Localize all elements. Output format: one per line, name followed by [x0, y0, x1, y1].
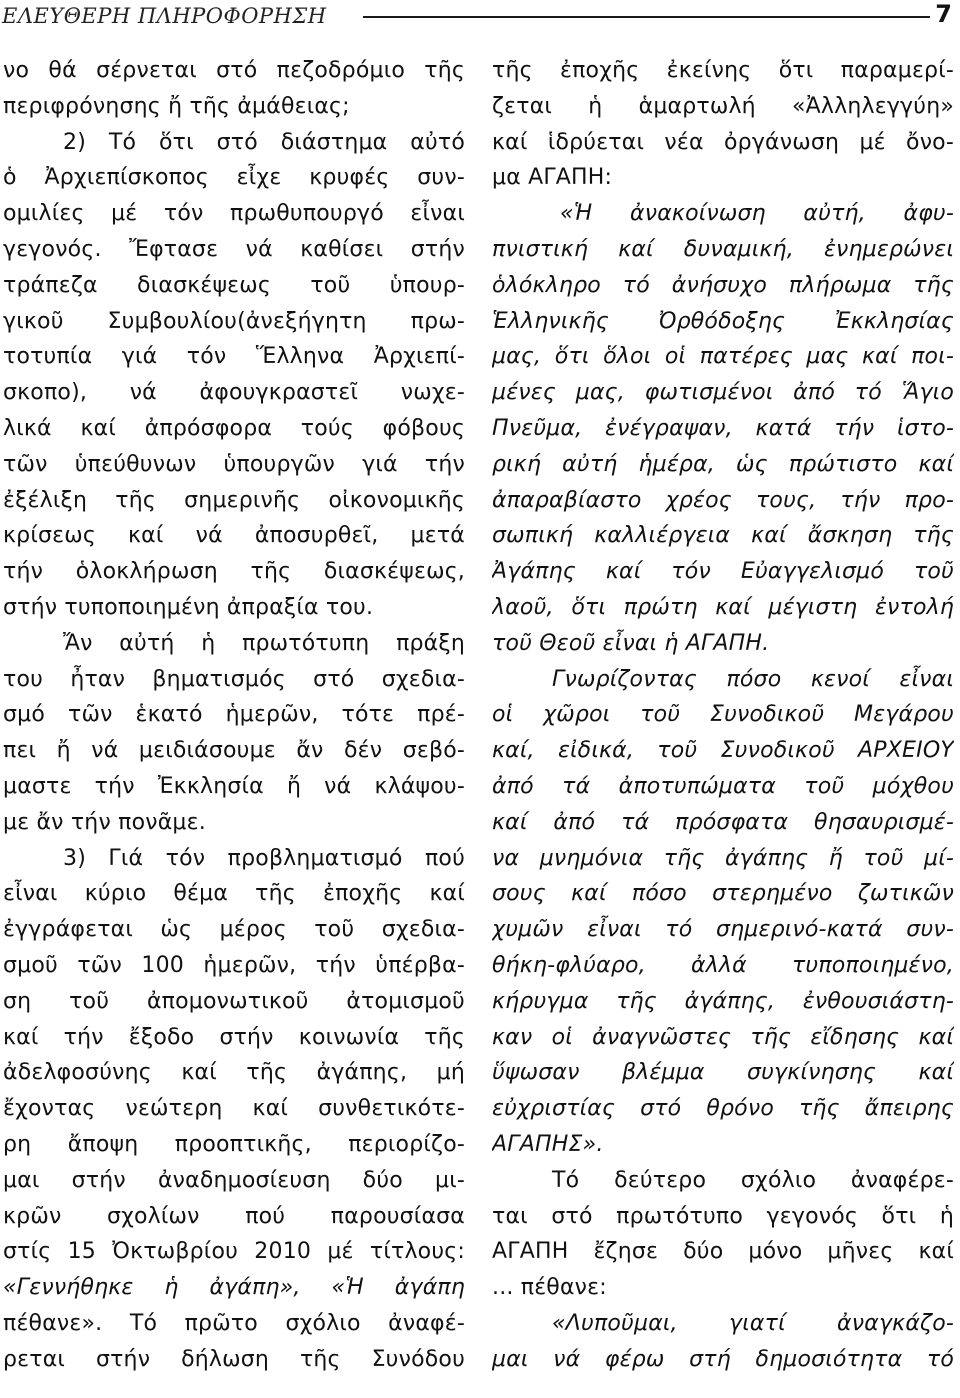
text-line: σωπική καλλιέργεια καί ἄσκηση τῆς — [492, 523, 954, 549]
text-line: κρίσεως καί νά ἀποσυρθεῖ, μετά — [3, 523, 465, 549]
text-line: τῶν ὑπεύθυνων ὑπουργῶν γιά τήν — [3, 451, 465, 477]
text-line: Ἄν αὐτή ἡ πρωτότυπη πράξη — [63, 630, 465, 656]
text-line: του ἦταν βηματισμός στό σχεδια- — [3, 666, 465, 692]
text-line: «Λυποῦμαι, γιατί ἀναγκάζο- — [552, 1310, 954, 1336]
text-line: μας, ὅτι ὅλοι οἱ πατέρες μας καί ποι- — [492, 344, 954, 370]
text-line: 2) Τό ὅτι στό διάστημα αὐτό — [63, 129, 465, 155]
running-head-title: ΕΛΕΥΘΕΡΗ ΠΛΗΡΟΦΟΡΗΣΗ — [2, 4, 327, 28]
text-line: ἐγγράφεται ὡς μέρος τοῦ σχεδια- — [3, 917, 465, 943]
text-line: εἶναι κύριο θέμα τῆς ἐποχῆς καί — [3, 881, 465, 907]
text-line: σμό τῶν ἑκατό ἡμερῶν, τότε πρέ- — [3, 702, 465, 728]
text-line: ΑΓΑΠΗΣ». — [492, 1131, 604, 1157]
text-line: ὕψωσαν βλέμμα συγκίνησης καί — [492, 1060, 954, 1086]
text-line: ἀδελφοσύνης καί τῆς ἀγάπης, μή — [3, 1060, 465, 1086]
text-line: τῆς ἐποχῆς ἐκείνης ὅτι παραμερί- — [492, 58, 954, 83]
text-line: Ἑλληνικῆς Ὀρθόδοξης Ἐκκλησίας — [492, 308, 954, 334]
page-header — [0, 0, 960, 40]
text-line: ρική αὐτή ἡμέρα, ὡς πρώτιστο καί — [492, 451, 954, 477]
left-column — [3, 53, 465, 1377]
text-line: κήρυγμα τῆς ἀγάπης, ἐνθουσιάστη- — [492, 988, 954, 1014]
text-line: εὐχριστίας στό θρόνο τῆς ἄπειρης — [492, 1096, 954, 1122]
text-line: θήκη-φλύαρο, ἀλλά τυποποιημένο, — [492, 952, 954, 978]
header-rule — [363, 16, 930, 18]
text-line: ... πέθανε: — [492, 1275, 607, 1301]
text-line: καί ἱδρύεται νέα ὀργάνωση μέ ὄνο- — [492, 129, 954, 155]
text-line: Τό δεύτερο σχόλιο ἀναφέρε- — [552, 1167, 954, 1193]
text-line: ται στό πρωτότυπο γεγονός ὅτι ἡ — [492, 1203, 954, 1229]
text-line: ἀπαραβίαστο χρέος τους, τήν προ- — [492, 487, 954, 513]
right-column — [492, 53, 954, 1377]
text-line: Ἀγάπης καί τόν Εὐαγγελισμό τοῦ — [492, 559, 954, 585]
text-line: ρεται στήν δήλωση τῆς Συνόδου — [3, 1346, 465, 1372]
text-line: στίς 15 Ὀκτωβρίου 2010 μέ τίτλους: — [3, 1239, 465, 1265]
text-line: τοῦ Θεοῦ εἶναι ἡ ΑΓΑΠΗ. — [492, 630, 770, 656]
text-line: τράπεζα διασκέψεως τοῦ ὑπουρ- — [3, 272, 465, 298]
text-line: ἀπό τά ἀποτυπώματα τοῦ μόχθου — [492, 773, 954, 799]
text-line: ὁλόκληρο τό ἀνήσυχο πλήρωμα τῆς — [492, 272, 954, 298]
text-line: καί ἀπό τά πρόσφατα θησαυρισμέ- — [492, 809, 954, 835]
text-line: σκοπο), νά ἀφουγκραστεῖ νωχε- — [3, 380, 465, 406]
text-line: περιφρόνησης ἤ τῆς ἀμάθειας; — [3, 93, 350, 119]
text-line: μαι στήν ἀναδημοσίευση δύο μι- — [3, 1167, 465, 1193]
text-line: μα ΑΓΑΠΗ: — [492, 165, 613, 191]
text-line: ἔχοντας νεώτερη καί συνθετικότε- — [3, 1096, 465, 1122]
text-line: ΑΓΑΠΗ ἔζησε δύο μόνο μῆνες καί — [492, 1239, 954, 1265]
text-line: χυμῶν εἶναι τό σημερινό-κατά συν- — [492, 917, 954, 943]
text-line: τήν ὁλοκλήρωση τῆς διασκέψεως, — [3, 559, 465, 585]
text-line: 3) Γιά τόν προβληματισμό πού — [63, 845, 465, 871]
text-line: πέθανε». Τό πρῶτο σχόλιο ἀναφέ- — [3, 1310, 465, 1336]
text-line: οἱ χῶροι τοῦ Συνοδικοῦ Μεγάρου — [492, 702, 954, 728]
text-line: πει ἤ νά μειδιάσουμε ἄν δέν σεβό- — [3, 738, 465, 764]
text-line: σμοῦ τῶν 100 ἡμερῶν, τήν ὑπέρβα- — [3, 952, 465, 978]
text-line: καν οἱ ἀναγνῶστες τῆς εἴδησης καί — [492, 1024, 954, 1050]
text-line: ὁ Ἀρχιεπίσκοπος εἶχε κρυφές συν- — [3, 165, 465, 191]
text-line: καί, εἰδικά, τοῦ Συνοδικοῦ ΑΡΧΕΙΟΥ — [492, 738, 954, 764]
text-line: ζεται ἡ ἁμαρτωλή «Ἀλληλεγγύη» — [492, 93, 954, 119]
text-line: ση τοῦ ἀπομονωτικοῦ ἀτομισμοῦ — [3, 988, 465, 1014]
text-line: λικά καί ἀπρόσφορα τούς φόβους — [3, 415, 465, 441]
text-line: ρη ἄποψη προοπτικῆς, περιορίζο- — [3, 1131, 465, 1157]
text-line: ομιλίες μέ τόν πρωθυπουργό εἶναι — [3, 201, 465, 227]
text-line: γεγονός. Ἔφτασε νά καθίσει στήν — [3, 236, 465, 262]
text-line: «Γεννήθηκε ἡ ἀγάπη», «Ἡ ἀγάπη — [3, 1275, 465, 1301]
text-line: μαι νά φέρω στή δημοσιότητα τό — [492, 1346, 954, 1372]
text-line: μαστε τήν Ἐκκλησία ἤ νά κλάψου- — [3, 773, 465, 799]
text-line: ἐξέλιξη τῆς σημερινῆς οἰκονομικῆς — [3, 487, 465, 513]
text-line: μένες μας, φωτισμένοι ἀπό τό Ἅγιο — [492, 380, 954, 406]
text-line: κρῶν σχολίων πού παρουσίασα — [3, 1203, 465, 1229]
text-line: Πνεῦμα, ἐνέγραψαν, κατά τήν ἱστο- — [492, 415, 954, 441]
text-line: στήν τυποποιημένη ἀπραξία του. — [3, 594, 374, 620]
text-line: γικοῦ Συμβουλίου(ἀνεξήγητη πρω- — [3, 308, 465, 334]
text-line: νο θά σέρνεται στό πεζοδρόμιο τῆς — [3, 58, 465, 83]
page-number: 7 — [935, 0, 952, 28]
text-line: Γνωρίζοντας πόσο κενοί εἶναι — [552, 666, 954, 692]
text-line: με ἄν τήν πονᾶμε. — [3, 809, 206, 835]
text-line: τοτυπία γιά τόν Ἕλληνα Ἀρχιεπί- — [3, 344, 465, 370]
text-line: πνιστική καί δυναμική, ἐνημερώνει — [492, 236, 954, 262]
text-line: να μνημόνια τῆς ἀγάπης ἤ τοῦ μί- — [492, 845, 954, 871]
text-line: «Ἡ ἀνακοίνωση αὐτή, ἀφυ- — [560, 201, 954, 227]
text-line: καί τήν ἔξοδο στήν κοινωνία τῆς — [3, 1024, 465, 1050]
text-line: σους καί πόσο στερημένο ζωτικῶν — [492, 881, 954, 907]
text-line: λαοῦ, ὅτι πρώτη καί μέγιστη ἐντολή — [492, 594, 954, 620]
